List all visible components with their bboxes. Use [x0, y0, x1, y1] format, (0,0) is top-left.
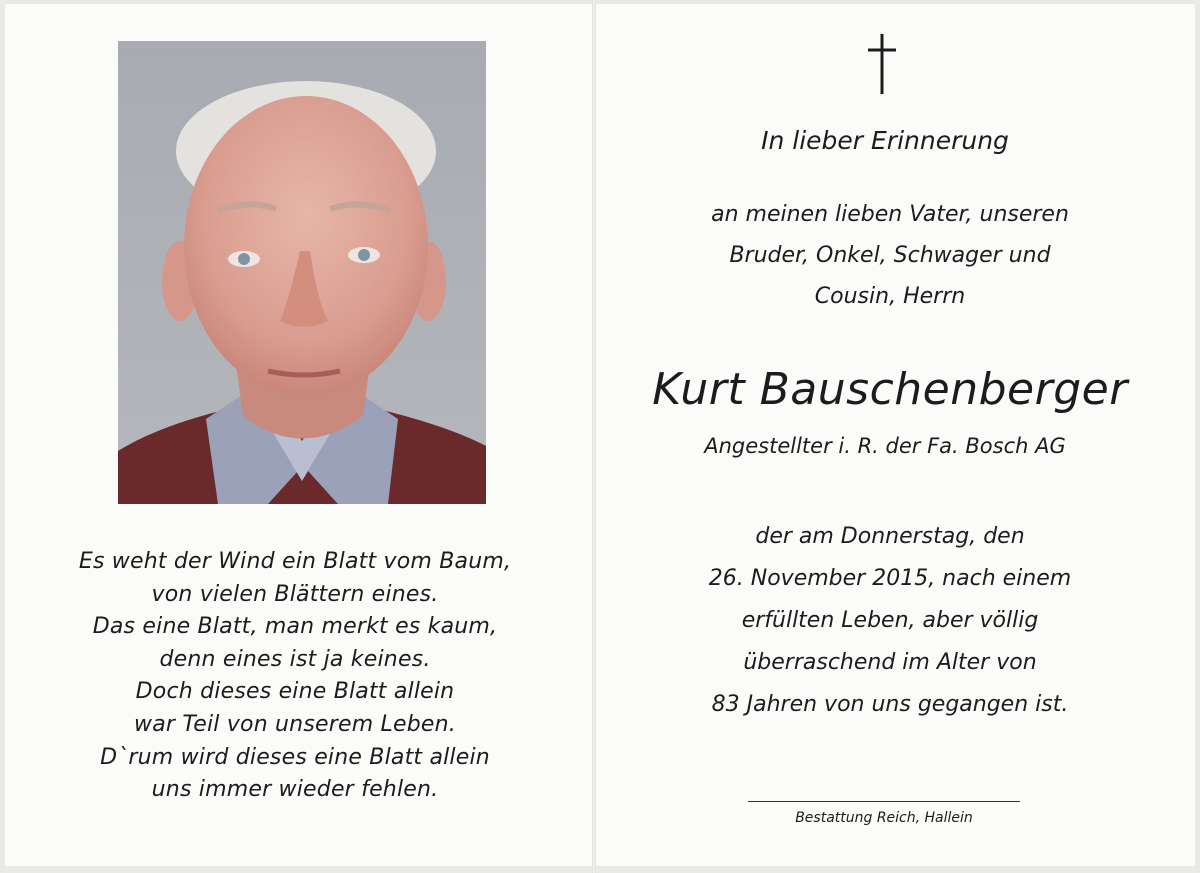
- poem-line: D`rum wird dieses eine Blatt allein: [100, 744, 490, 770]
- death-announcement: [600, 516, 1180, 726]
- poem-line: uns immer wieder fehlen.: [151, 777, 439, 803]
- poem-line: Es weht der Wind ein Blatt vom Baum,: [78, 549, 512, 574]
- dedication-line: an meinen lieben Vater, unseren: [711, 202, 1069, 227]
- announcement-line: erfüllten Leben, aber völlig: [741, 608, 1039, 633]
- poem-line: Das eine Blatt, man merkt es kaum,: [92, 614, 498, 640]
- portrait-photo: [118, 41, 486, 504]
- poem-line: von vielen Blättern eines.: [151, 581, 439, 607]
- dedication-line: Bruder, Onkel, Schwager und: [729, 243, 1051, 268]
- poem-line: war Teil von unserem Leben.: [134, 711, 456, 737]
- announcement-line: überraschend im Alter von: [743, 650, 1037, 675]
- announcement-line: der am Donnerstag, den: [755, 524, 1025, 549]
- poem-line: denn eines ist ja keines.: [159, 646, 431, 672]
- cross-icon: [862, 32, 902, 96]
- poem-line: Doch dieses eine Blatt allein: [135, 679, 455, 705]
- card-fold: [592, 0, 596, 873]
- occupation: Angestellter i. R. der Fa. Bosch AG: [704, 434, 1066, 458]
- poem: [20, 546, 570, 807]
- memorial-heading: In lieber Erinnerung: [761, 126, 1009, 155]
- dedication-line: Cousin, Herrn: [814, 284, 966, 309]
- divider: [748, 801, 1020, 802]
- deceased-name: Kurt Bauschenberger: [652, 364, 1128, 415]
- dedication: [600, 194, 1180, 317]
- undertaker-credit: Bestattung Reich, Hallein: [795, 810, 973, 826]
- announcement-line: 26. November 2015, nach einem: [708, 566, 1072, 591]
- announcement-line: 83 Jahren von uns gegangen ist.: [711, 692, 1069, 717]
